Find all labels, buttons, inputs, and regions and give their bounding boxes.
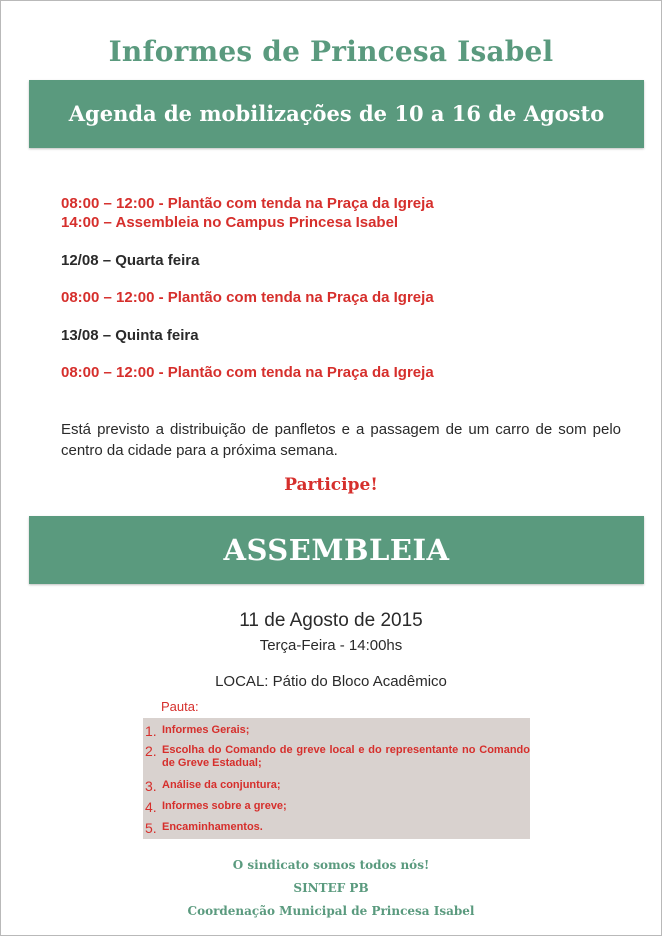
pauta-label: Pauta: xyxy=(161,699,199,714)
assembly-day-time: Terça-Feira - 14:00hs xyxy=(259,637,403,654)
pauta-item-number: 4. xyxy=(145,799,157,815)
assembly-date: 11 de Agosto de 2015 xyxy=(239,610,423,631)
assembly-location: LOCAL: Pátio do Bloco Acadêmico xyxy=(215,673,447,690)
pauta-item-number: 5. xyxy=(145,820,157,836)
agenda-event: 08:00 – 12:00 - Plantão com tenda na Praça da Igreja xyxy=(61,195,434,212)
pauta-item-text: Informes sobre a greve; xyxy=(162,800,287,812)
agenda-event: 08:00 – 12:00 - Plantão com tenda na Praça da Igreja xyxy=(61,364,434,381)
pauta-item-number: 3. xyxy=(145,778,157,794)
pauta-item-text: Escolha do Comando de greve local e do representante no Comando de Greve Estadual; xyxy=(162,744,530,769)
page-title: Informes de Princesa Isabel xyxy=(108,35,554,68)
agenda-banner: Agenda de mobilizações de 10 a 16 de Agosto xyxy=(29,80,644,148)
agenda-event: 14:00 – Assembleia no Campus Princesa Isabel xyxy=(61,214,399,231)
assembleia-banner: ASSEMBLEIA xyxy=(29,516,644,584)
footer-slogan: O sindicato somos todos nós! xyxy=(232,858,430,872)
agenda-event: 08:00 – 12:00 - Plantão com tenda na Praça da Igreja xyxy=(61,289,434,306)
participe-cta: Participe! xyxy=(284,475,378,495)
pauta-item-number: 1. xyxy=(145,723,157,739)
footer-org: SINTEF PB xyxy=(293,881,369,895)
agenda-day: 13/08 – Quinta feira xyxy=(61,327,199,344)
agenda-note: Está previsto a distribuição de panfletos e a passagem de um carro de som pelo centro da cidade para a próxima semana. xyxy=(61,421,621,459)
pauta-item-text: Análise da conjuntura; xyxy=(162,779,281,791)
pauta-item-text: Informes Gerais; xyxy=(162,724,250,736)
pauta-item-text: Encaminhamentos. xyxy=(162,821,263,833)
pauta-box xyxy=(143,718,530,839)
pauta-item-number: 2. xyxy=(145,743,157,759)
agenda-day: 12/08 – Quarta feira xyxy=(61,252,200,269)
footer-coordination: Coordenação Municipal de Princesa Isabel xyxy=(187,904,475,918)
